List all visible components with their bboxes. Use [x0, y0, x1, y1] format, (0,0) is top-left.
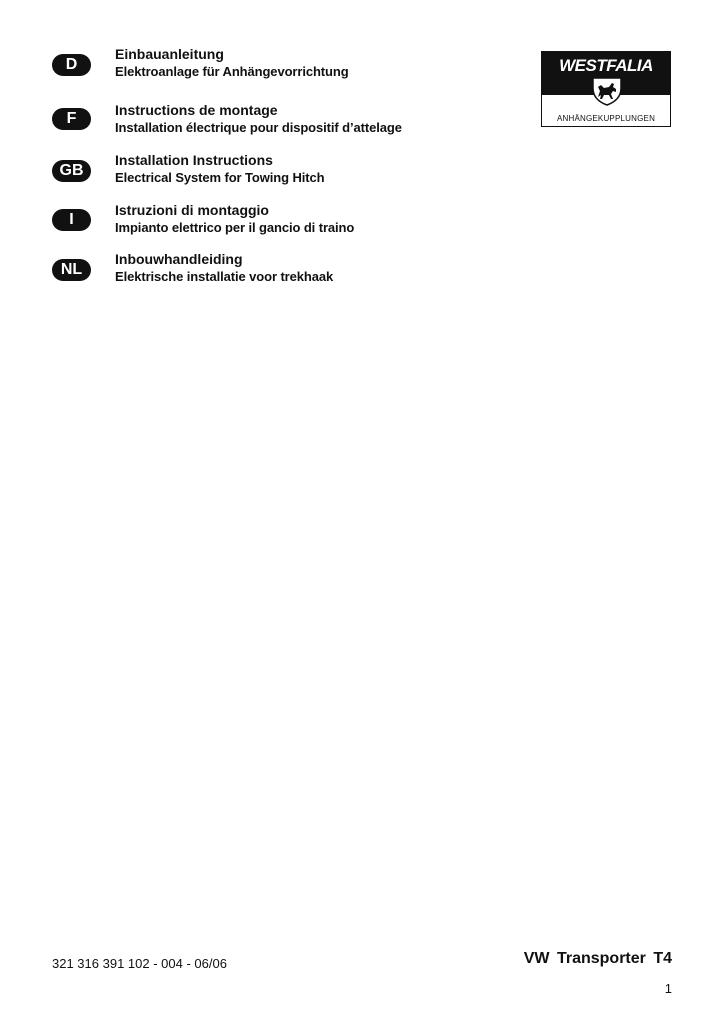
language-badge: GB [52, 160, 91, 182]
language-block-d [0, 46, 520, 94]
language-title: Istruzioni di montaggio [115, 202, 269, 218]
language-subtitle: Installation électrique pour dispositif d’attelage [115, 120, 402, 135]
language-badge: F [52, 108, 91, 130]
westfalia-logo [541, 51, 671, 127]
language-title: Installation Instructions [115, 152, 273, 168]
language-title: Inbouwhandleiding [115, 251, 243, 267]
language-title: Einbauanleitung [115, 46, 224, 62]
page-number: 1 [664, 981, 672, 996]
language-badge: D [52, 54, 91, 76]
language-block-i [0, 202, 520, 249]
language-subtitle: Elektrische installatie voor trekhaak [115, 269, 334, 284]
language-block-gb [0, 152, 520, 200]
logo-brand: WESTFALIA [559, 56, 653, 75]
language-badge: I [52, 209, 91, 231]
language-title: Instructions de montage [115, 102, 278, 118]
horse-icon [589, 76, 625, 106]
part-number: 321 316 391 102 - 004 - 06/06 [52, 956, 227, 971]
language-block-f [0, 102, 520, 148]
logo-tagline: ANHÄNGEKUPPLUNGEN [556, 114, 656, 123]
language-badge: NL [52, 259, 91, 281]
language-subtitle: Electrical System for Towing Hitch [115, 170, 325, 185]
language-subtitle: Impianto elettrico per il gancio di traino [115, 220, 355, 235]
vehicle-model: VW Transporter T4 [523, 950, 672, 967]
language-subtitle: Elektroanlage für Anhängevorrichtung [115, 64, 349, 79]
language-block-nl [0, 251, 520, 299]
